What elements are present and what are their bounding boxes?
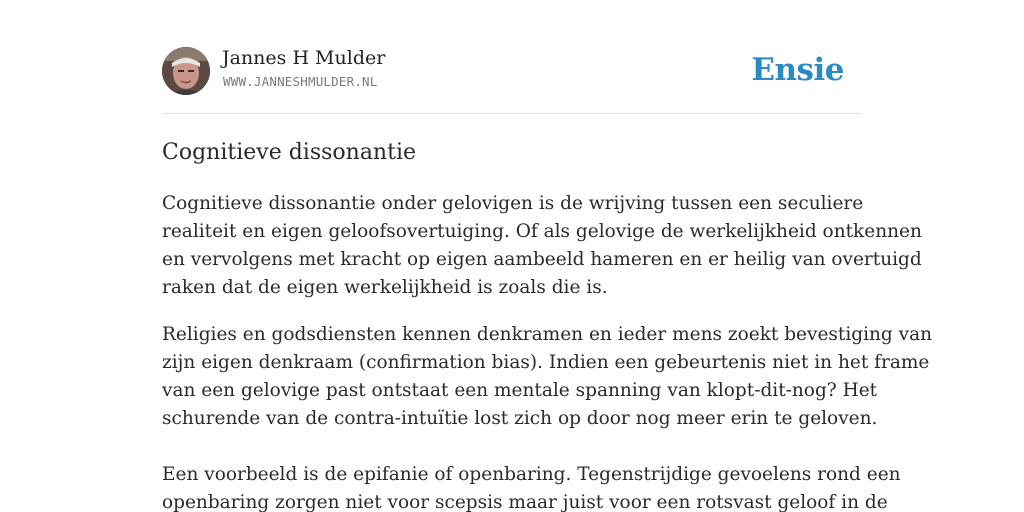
avatar-portrait-icon bbox=[162, 47, 210, 95]
article-title: Cognitieve dissonantie bbox=[162, 140, 416, 165]
paragraph-spacer bbox=[162, 433, 872, 461]
paragraph-line: openbaring zorgen niet voor scepsis maar juist voor een rotsvast geloof in de bbox=[162, 492, 888, 512]
paragraph-line: raken dat de eigen werkelijkheid is zoals die is. bbox=[162, 277, 608, 298]
author-name[interactable]: Jannes H Mulder bbox=[222, 47, 386, 69]
paragraph-line: en vervolgens met kracht op eigen aambeeld hameren en er heilig van overtuigd bbox=[162, 249, 922, 270]
paragraph-line: realiteit en eigen geloofsovertuiging. Of als gelovige de werkelijkheid ontkennen bbox=[162, 221, 922, 242]
paragraph-line: Een voorbeeld is de epifanie of openbaring. Tegenstrijdige gevoelens rond een bbox=[162, 464, 901, 485]
header-divider bbox=[162, 113, 862, 114]
author-website-link[interactable]: WWW.JANNESHMULDER.NL bbox=[223, 74, 378, 89]
paragraph-line: van een gelovige past ontstaat een mentale spanning van klopt-dit-nog? Het bbox=[162, 380, 878, 401]
paragraph bbox=[162, 321, 933, 433]
author-avatar[interactable] bbox=[162, 47, 210, 95]
paragraph-line: Religies en godsdiensten kennen denkramen en ieder mens zoekt bevestiging van bbox=[162, 324, 933, 345]
paragraph-spacer bbox=[162, 302, 872, 321]
paragraph-line: zijn eigen denkraam (confirmation bias). Indien een gebeurtenis niet in het frame bbox=[162, 352, 930, 373]
article-body bbox=[162, 190, 933, 512]
paragraph bbox=[162, 461, 901, 512]
paragraph bbox=[162, 190, 922, 302]
ensie-logo[interactable]: Ensie bbox=[751, 52, 844, 88]
paragraph-line: schurende van de contra-intuïtie lost zich op door nog meer erin te geloven. bbox=[162, 408, 878, 429]
paragraph-line: Cognitieve dissonantie onder gelovigen is de wrijving tussen een seculiere bbox=[162, 193, 864, 214]
author-header bbox=[162, 46, 862, 96]
